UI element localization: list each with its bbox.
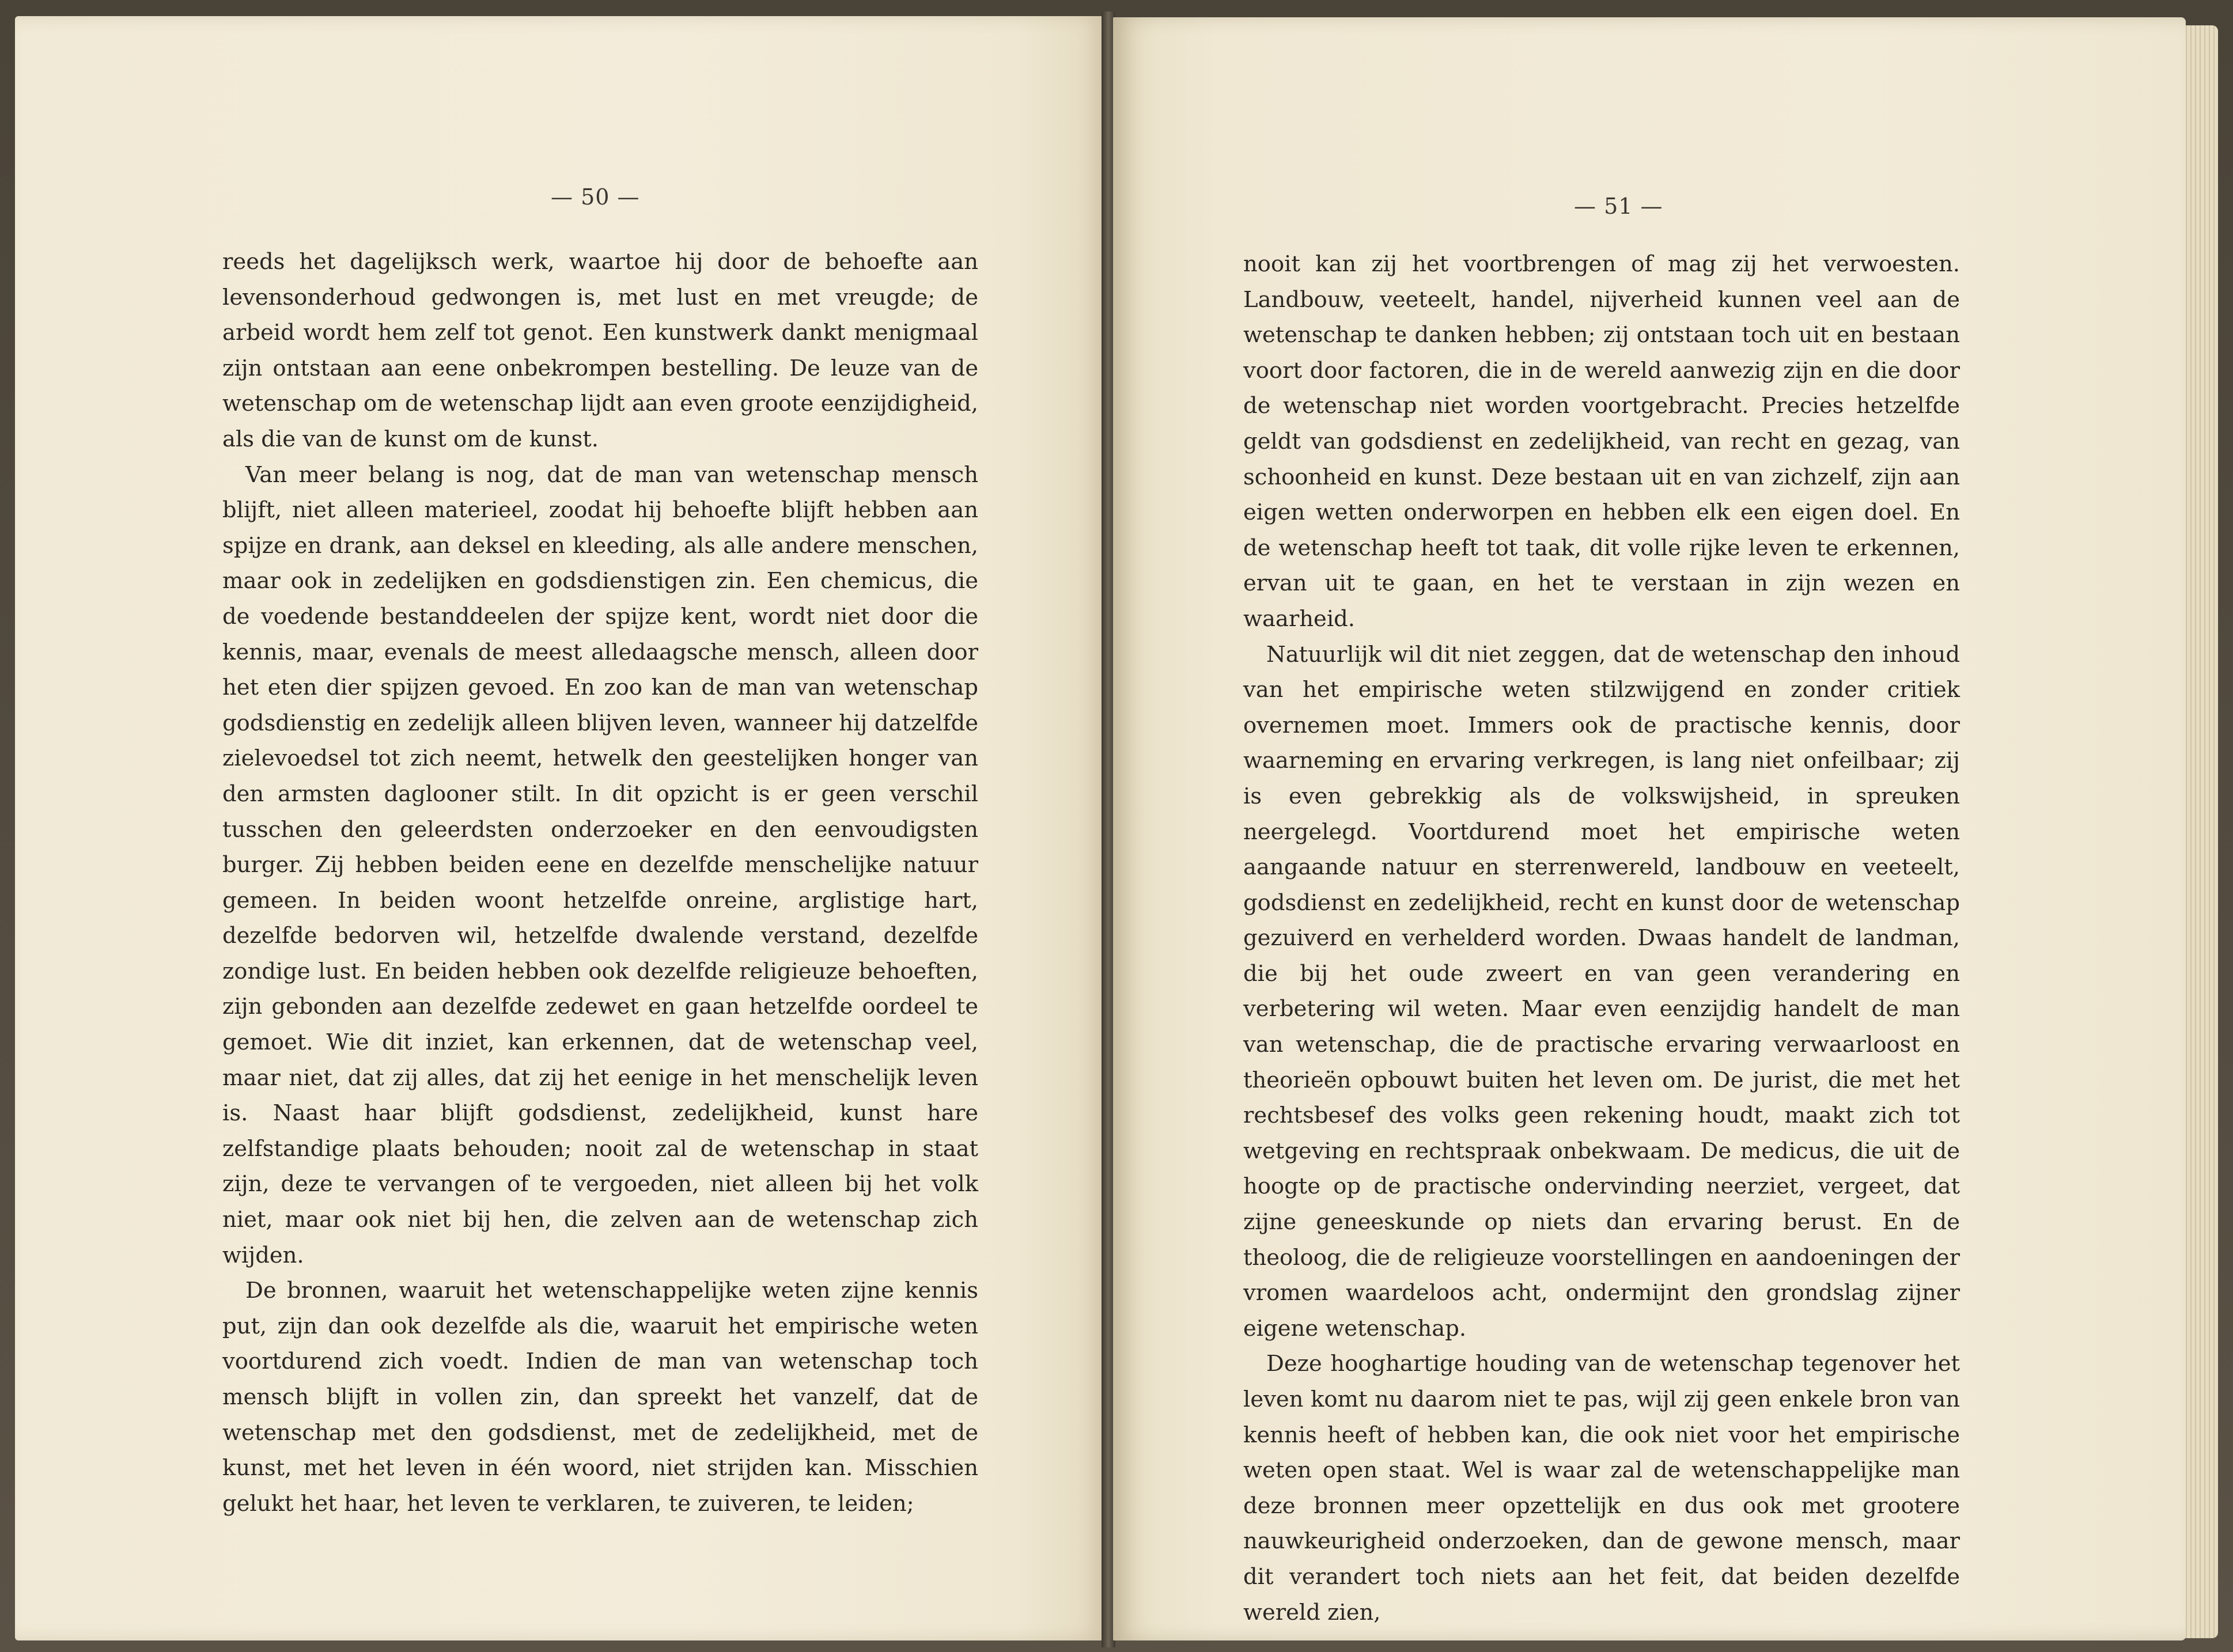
left-page [15,16,1105,1640]
left-paragraph-3: De bronnen, waaruit het wetenschappelijke weten zijne kennis put, zijn dan ook dezelfde als die, waaruit het empirische weten voortdurend zich voedt. Indien de man van wetenschap toch mensch blijft in vollen zin, dan spreekt het vanzelf, dat de wetenschap met den godsdienst, met de zedelijkheid, met de kunst, met het leven in één woord, niet strijden kan. Misschien gelukt het haar, het leven te verklaren, te zuiveren, te leiden; [222,1278,978,1517]
left-page-text [222,244,978,1521]
left-paragraph-1: reeds het dagelijksch werk, waartoe hij door de behoefte aan levensonderhoud gedwongen is, met lust en met vreugde; de arbeid wordt hem zelf tot genot. Een kunstwerk dankt menigmaal zijn ontstaan aan eene onbekrompen bestelling. De leuze van de wetenschap om de wetenschap lijdt aan even groote eenzijdigheid, als die van de kunst om de kunst. [222,249,978,452]
page-number-right: — 51 — [1574,194,1663,219]
left-paragraph-2: Van meer belang is nog, dat de man van wetenschap mensch blijft, niet alleen materieel, zoodat hij behoefte blijft hebben aan spijze en drank, aan deksel en kleeding, als alle andere menschen, maar ook in zedelijken en godsdienstigen zin. Een chemicus, die de voedende bestanddeelen der spijze kent, wordt niet door die kennis, maar, evenals de meest alledaagsche mensch, alleen door het eten dier spijzen gevoed. En zoo kan de man van wetenschap godsdienstig en zedelijk alleen blijven leven, wanneer hij datzelfde zielevoedsel tot zich neemt, hetwelk den geestelijken honger van den armsten daglooner stilt. In dit opzicht is er geen verschil tusschen den geleerdsten onderzoeker en den eenvoudigsten burger. Zij hebben beiden eene en dezelfde menschelijke natuur gemeen. In beiden woont hetzelfde onreine, arglistige hart, dezelfde bedorven wil, hetzelfde dwalende verstand, dezelfde zondige lust. En beiden hebben ook dezelfde religieuze behoeften, zijn gebonden aan dezelfde zedewet en gaan hetzelfde oordeel te gemoet. Wie dit inziet, kan erkennen, dat de wetenschap veel, maar niet, dat zij alles, dat zij het eenige in het menschelijk leven is. Naast haar blijft godsdienst, zedelijkheid, kunst hare zelfstandige plaats behouden; nooit zal de wetenschap in staat zijn, deze te vervangen of te vergoeden, niet alleen bij het volk niet, maar ook niet bij hen, die zelven aan de wetenschap zich wijden. [222,461,978,1268]
right-page [1113,17,2186,1640]
right-paragraph-3: Deze hooghartige houding van de wetenschap tegenover het leven komt nu daarom niet te pas, wijl zij geen enkele bron van kennis heeft of hebben kan, die ook niet voor het empirische weten open staat. Wel is waar zal de wetenschappelijke man deze bronnen meer opzettelijk en dus ook met grootere nauwkeurigheid onderzoeken, dan de gewone mensch, maar dit verandert toch niets aan het feit, dat beiden dezelfde wereld zien, [1243,1351,1960,1626]
right-paragraph-1: nooit kan zij het voortbrengen of mag zij het verwoesten. Landbouw, veeteelt, handel, nijverheid kunnen veel aan de wetenschap te danken hebben; zij ontstaan toch uit en bestaan voort door factoren, die in de wereld aanwezig zijn en die door de wetenschap niet worden voortgebracht. Precies hetzelfde geldt van godsdienst en zedelijkheid, van recht en gezag, van schoonheid en kunst. Deze bestaan uit en van zichzelf, zijn aan eigen wetten onderworpen en hebben elk een eigen doel. En de wetenschap heeft tot taak, dit volle rijke leven te erkennen, ervan uit te gaan, en het te verstaan in zijn wezen en waarheid. [1243,251,1960,632]
right-page-text [1243,247,1960,1630]
page-number-left: — 50 — [551,184,640,210]
right-paragraph-2: Natuurlijk wil dit niet zeggen, dat de wetenschap den inhoud van het empirische weten stilzwijgend en zonder critiek overnemen moet. Immers ook de practische kennis, door waarneming en ervaring verkregen, is lang niet onfeilbaar; zij is even gebrekkig als de volkswijsheid, in spreuken neergelegd. Voortdurend moet het empirische weten aangaande natuur en sterrenwereld, landbouw en veeteelt, godsdienst en zedelijkheid, recht en kunst door de wetenschap gezuiverd en verhelderd worden. Dwaas handelt de landman, die bij het oude zweert en van geen verandering en verbetering wil weten. Maar even eenzijdig handelt de man van wetenschap, die de practische ervaring verwaarloost en theorieën opbouwt buiten het leven om. De jurist, die met het rechtsbesef des volks geen rekening houdt, maakt zich tot wetgeving en rechtspraak onbekwaam. De medicus, die uit de hoogte op de practische ondervinding neerziet, vergeet, dat zijne geneeskunde op niets dan ervaring berust. En de theoloog, die de religieuze voorstellingen en aandoeningen der vromen waardeloos acht, ondermijnt den grondslag zijner eigene wetenschap. [1243,641,1960,1342]
